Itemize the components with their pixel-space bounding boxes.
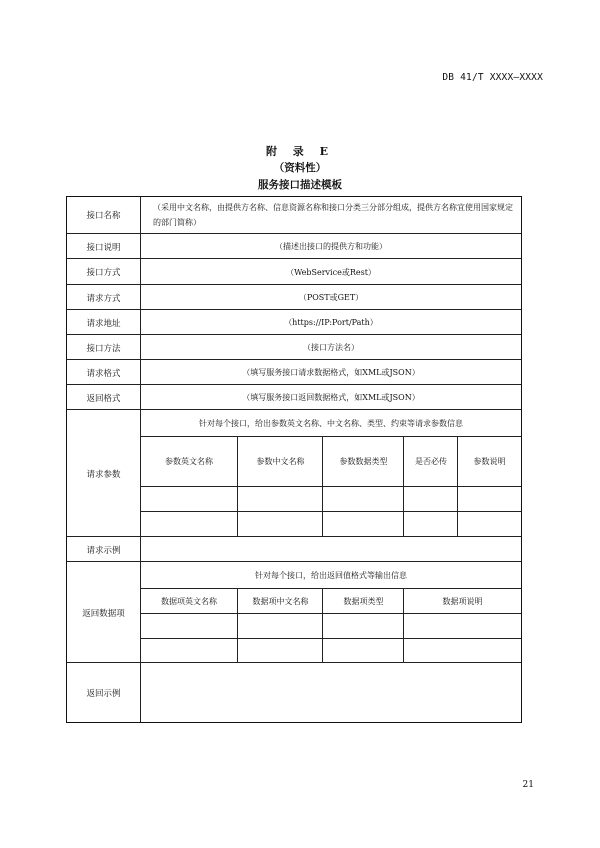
table-cell	[141, 639, 237, 663]
table-cell	[237, 512, 323, 537]
table-cell	[403, 639, 521, 663]
row-interface-name	[67, 197, 521, 233]
value-interface-mode: （WebService或Rest）	[286, 267, 376, 277]
row-request-addr	[67, 309, 521, 335]
row-request-params	[67, 409, 521, 537]
request-params-section	[141, 410, 521, 537]
response-data-grid	[141, 588, 521, 663]
table-cell	[237, 639, 323, 663]
column-header: 数据项中文名称	[237, 589, 323, 613]
table-cell	[141, 487, 237, 512]
column-header: 是否必传	[403, 437, 458, 486]
page-number: 21	[522, 780, 534, 790]
response-data-note: 针对每个接口，给出返回值格式等输出信息	[255, 570, 407, 580]
table-row	[141, 638, 521, 663]
label-request-example: 请求示例	[67, 537, 141, 562]
request-params-grid	[141, 436, 521, 537]
label-interface-name: 接口名称	[67, 197, 141, 233]
table-cell	[322, 487, 404, 512]
table-cell	[403, 614, 521, 639]
table-cell	[322, 512, 404, 537]
appendix-name: 服务接口描述模板	[258, 179, 342, 191]
table-cell	[457, 512, 521, 537]
column-header: 参数中文名称	[237, 437, 323, 486]
response-data-header-row	[141, 589, 521, 613]
label-request-format: 请求格式	[67, 360, 141, 385]
value-interface-method: （接口方法名）	[303, 343, 359, 352]
row-interface-mode	[67, 258, 521, 285]
column-header: 参数说明	[457, 437, 521, 486]
value-request-format: （填写服务接口请求数据格式，如XML或JSON）	[242, 368, 420, 377]
document-code: DB 41/T XXXX—XXXX	[442, 72, 543, 83]
request-params-header-row	[141, 437, 521, 486]
label-response-example: 返回示例	[67, 663, 141, 722]
value-interface-name: （采用中文名称，由提供方名称、信息资源名称和接口分类三分部分组成，提供方名称宜使用国家规定的部门简称）	[153, 203, 513, 227]
value-response-example	[141, 663, 521, 722]
column-header: 参数数据类型	[322, 437, 404, 486]
appendix-title: 附 录 E	[265, 145, 335, 158]
label-interface-mode: 接口方式	[67, 259, 141, 285]
value-interface-desc: （描述出接口的提供方和功能）	[275, 242, 387, 251]
response-data-section	[141, 562, 521, 663]
column-header: 数据项说明	[403, 589, 521, 613]
label-request-addr: 请求地址	[67, 310, 141, 335]
value-response-format: （填写服务接口返回数据格式，如XML或JSON）	[242, 393, 420, 402]
value-request-addr: （https://IP:Port/Path）	[284, 318, 378, 327]
label-request-params: 请求参数	[67, 410, 141, 537]
table-cell	[322, 639, 404, 663]
row-request-example	[67, 536, 521, 562]
table-cell	[237, 614, 323, 639]
request-params-note: 针对每个接口，给出参数英文名称、中文名称、类型、约束等请求参数信息	[199, 418, 463, 428]
table-cell	[403, 487, 458, 512]
table-cell	[457, 487, 521, 512]
table-cell	[237, 487, 323, 512]
row-interface-method	[67, 334, 521, 360]
label-response-data: 返回数据项	[67, 562, 141, 663]
label-response-format: 返回格式	[67, 385, 141, 410]
interface-template-table	[66, 196, 522, 723]
table-cell	[403, 512, 458, 537]
row-request-format	[67, 359, 521, 385]
row-request-mode	[67, 284, 521, 310]
table-row	[141, 613, 521, 639]
row-interface-desc	[67, 233, 521, 259]
label-interface-method: 接口方法	[67, 335, 141, 360]
table-row	[141, 486, 521, 512]
label-interface-desc: 接口说明	[67, 234, 141, 259]
row-response-format	[67, 384, 521, 410]
table-row	[141, 511, 521, 537]
label-request-mode: 请求方式	[67, 285, 141, 310]
row-response-data	[67, 561, 521, 663]
column-header: 参数英文名称	[165, 457, 213, 466]
column-header: 数据项类型	[322, 589, 404, 613]
value-request-example	[141, 537, 521, 562]
column-header: 数据项英文名称	[161, 596, 217, 606]
table-cell	[322, 614, 404, 639]
table-cell	[141, 512, 237, 537]
row-response-example	[67, 662, 521, 722]
value-request-mode: （POST或GET）	[298, 293, 364, 302]
appendix-nature: （资料性）	[273, 162, 327, 174]
table-cell	[141, 614, 237, 639]
